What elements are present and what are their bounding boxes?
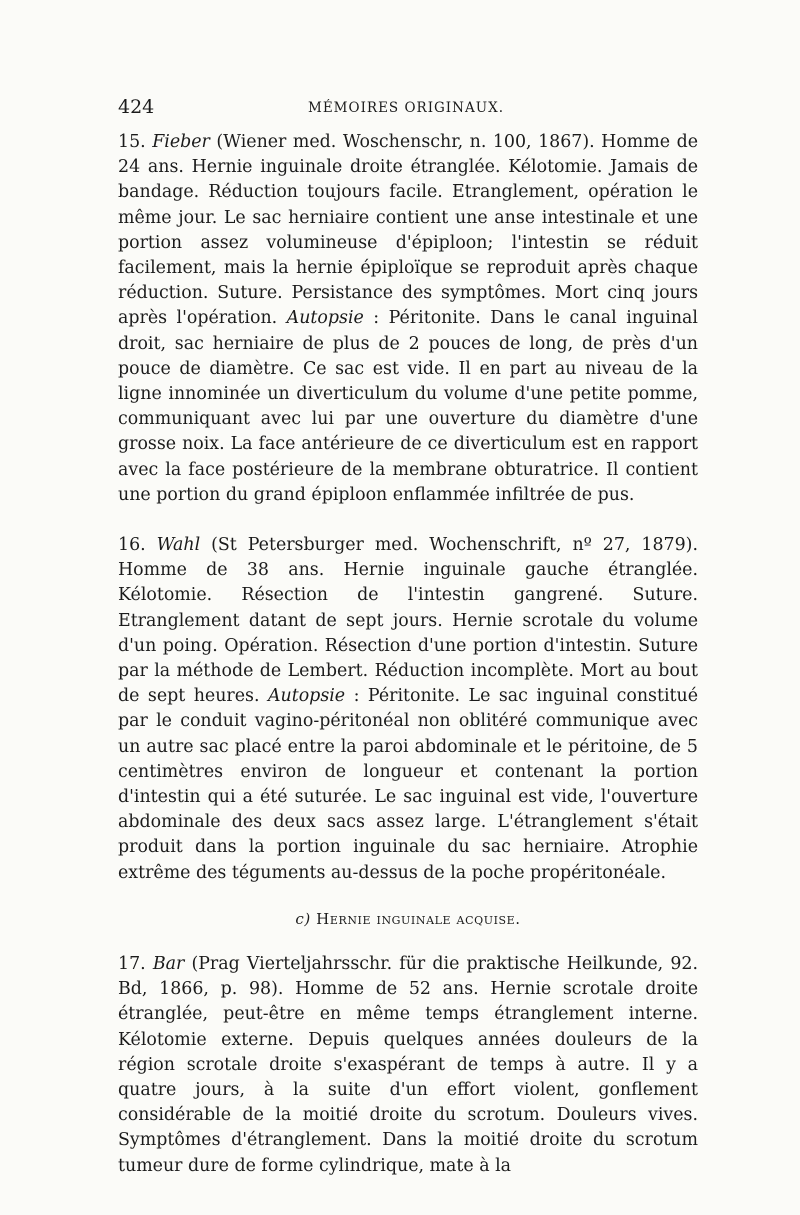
section-heading: [118, 910, 698, 928]
autopsie-label: Autopsie: [267, 686, 346, 707]
entry-text: (Wiener med. Woschenschr, n. 100, 1867). Homme de 24 ans. Hernie inguinale droite étranglée. Kélotomie. Jamais de bandage. Réduction toujours facile. Etranglement, opération le même jour. Le sac herniaire contient une anse intestinale et une portion assez volumineuse d'épiploon; l'intestin se réduit facilement, mais la hernie épiploïque se reproduit après chaque réduction. Suture. Persistance des symptômes. Mort cinq jours après l'opération.: [118, 132, 698, 329]
entry-author: Fieber: [152, 132, 210, 152]
page-number: 424: [118, 96, 155, 118]
entry-text: (Prag Vierteljahrsschr. für die praktische Heilkunde, 92. Bd, 1866, p. 98). Homme de 52 ans. Hernie scrotale droite étranglée, peut-être en même temps étranglement interne. Kélotomie externe. Depuis quelques années douleurs de la région scrotale droite s'exaspérant de temps à autre. Il y a quatre jours, à la suite d'un effort violent, gonflement considérable de la moitié droite du scrotum. Douleurs vives. Symptômes d'étranglement. Dans la moitié droite du scrotum tumeur dure de forme cylindrique, mate à la: [118, 953, 699, 1176]
running-head: [118, 96, 698, 122]
entry-text: : Péritonite. Le sac inguinal constitué par le conduit vagino-péritonéal non oblitéré communique avec un autre sac placé entre la paroi abdominale et le péritoine, de 5 centimètres environ de longueur et contenant la portion d'intestin qui a été suturée. Le sac inguinal est vide, l'ouverture abdominale des deux sacs assez large. L'étranglement s'était produit dans la portion inguinale du sac herniaire. Atrophie extrême des téguments au-dessus de la poche propéritonéale.: [118, 686, 698, 883]
entry-text: (St Petersburger med. Wochenschrift, nº 27, 1879). Homme de 38 ans. Hernie inguinale gauche étranglée. Kélotomie. Résection de l'intestin gangrené. Suture. Etranglement datant de sept jours. Hernie scrotale du volume d'un poing. Opération. Résection d'une portion d'intestin. Suture par la méthode de Lembert. Réduction incomplète. Mort au bout de sept heures.: [118, 535, 698, 707]
entry-text: : Péritonite. Dans le canal inguinal droit, sac herniaire de plus de 2 pouces de long, de près d'un pouce de diamètre. Ce sac est vide. Il en part au niveau de la ligne innominée un diverticulum du volume d'une petite pomme, communiquant avec lui par une ouverture du diamètre d'une grosse noix. La face antérieure de ce diverticulum est en rapport avec la face postérieure de la membrane obturatrice. Il contient une portion du grand épiploon enflammée infiltrée de pus.: [118, 308, 698, 505]
entry-number: 15.: [118, 132, 146, 152]
entry-number: 17.: [118, 953, 146, 974]
entry-author: Wahl: [156, 535, 201, 556]
entry-16: [118, 533, 698, 886]
entry-17: [118, 952, 698, 1179]
running-title: MÉMOIRES ORIGINAUX.: [308, 100, 504, 116]
entry-15: [118, 130, 698, 508]
autopsie-label: Autopsie: [286, 308, 364, 329]
entry-number: 16.: [118, 535, 146, 556]
page: [118, 96, 698, 1179]
entry-author: Bar: [152, 953, 185, 974]
section-letter: c): [295, 909, 311, 928]
section-title: Hernie inguinale acquise.: [316, 909, 521, 928]
